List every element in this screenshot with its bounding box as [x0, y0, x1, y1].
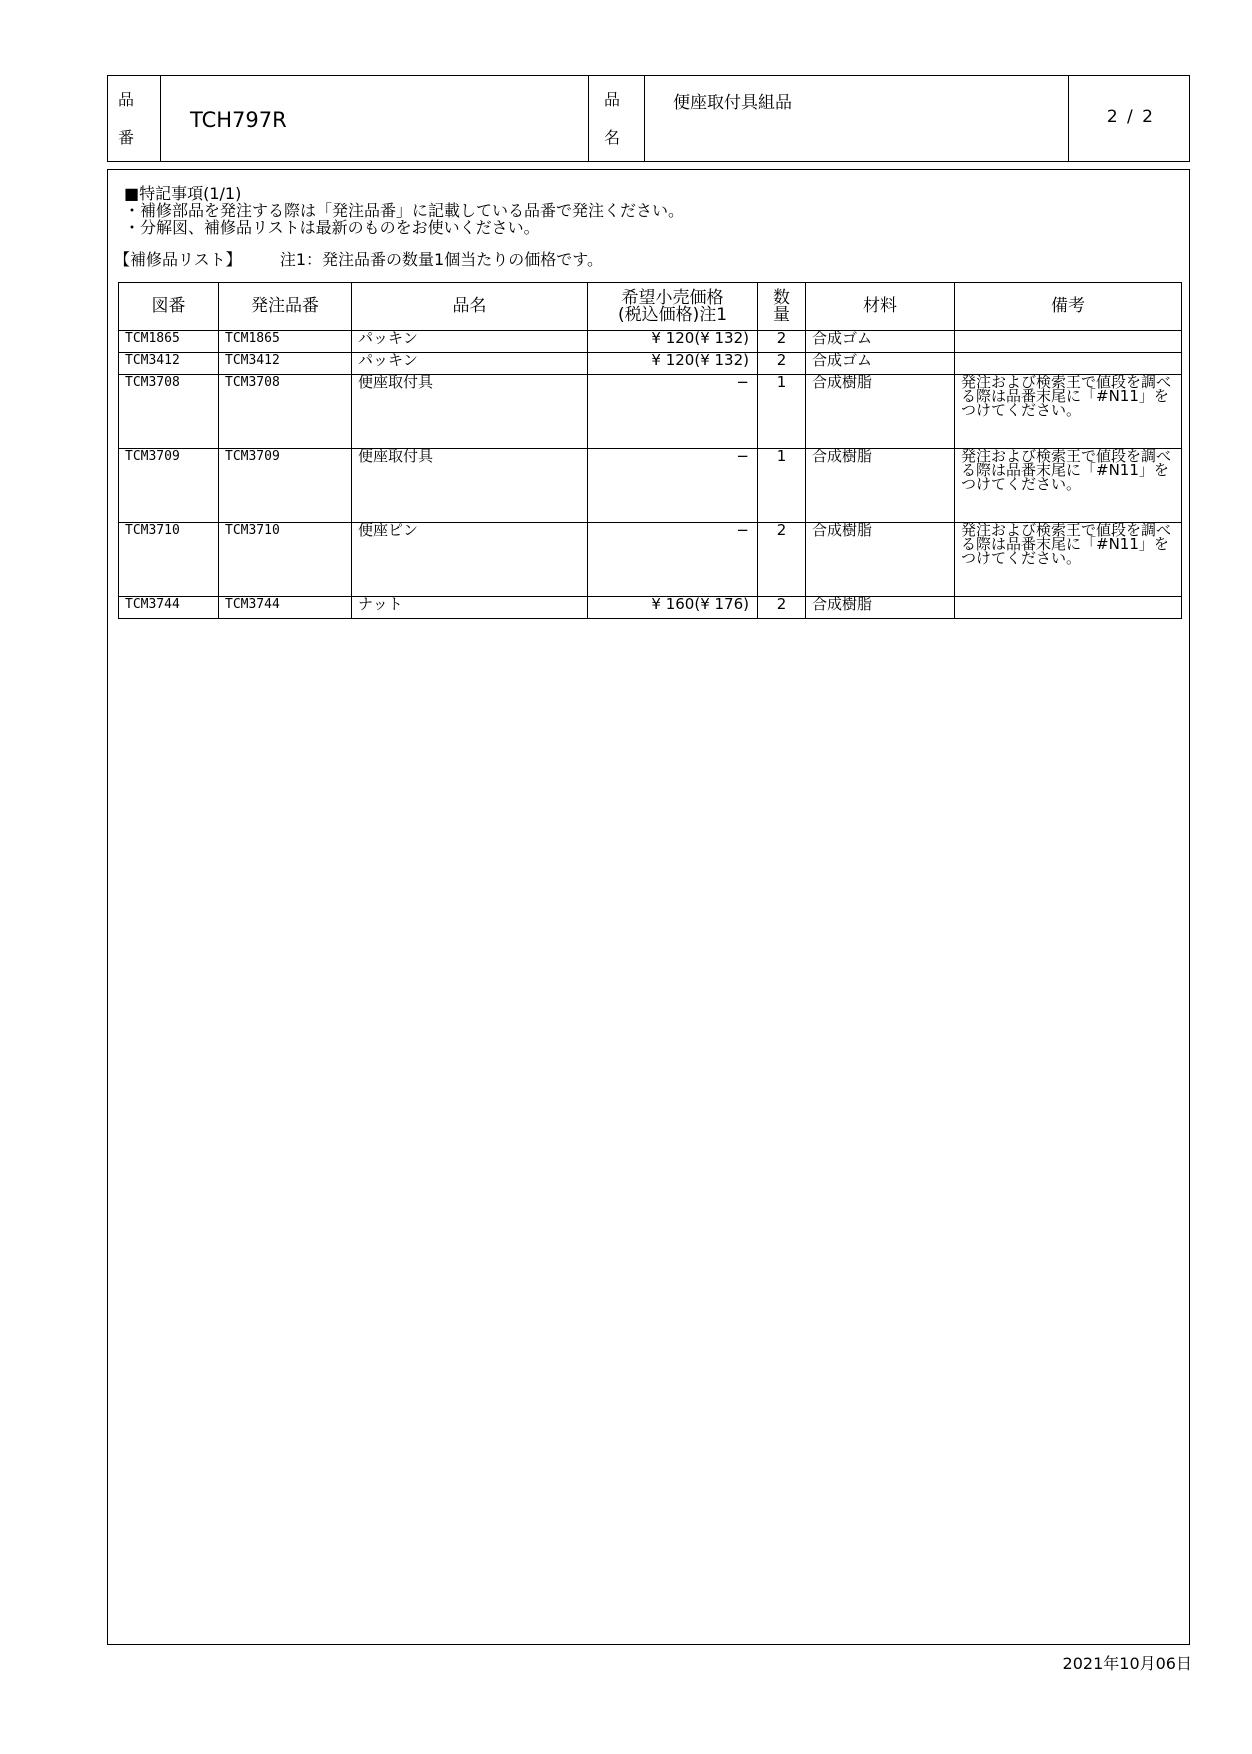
col-qty-line2: 量 — [773, 304, 790, 325]
cell-remarks: 発注および検索王で値段を調べる際は品番末尾に「#N11」をつけてください。 — [955, 375, 1182, 449]
cell-remarks — [955, 597, 1182, 619]
cell-order-no: TCM3744 — [219, 597, 352, 619]
cell-remarks: 発注および検索王で値段を調べる際は品番末尾に「#N11」をつけてください。 — [955, 449, 1182, 523]
col-name: 品名 — [352, 283, 588, 331]
cell-order-no: TCM1865 — [219, 331, 352, 353]
col-order-no: 発注品番 — [219, 283, 352, 331]
cell-qty: 2 — [758, 597, 806, 619]
part-no-label — [118, 81, 138, 157]
part-name-label-text: 品名 — [604, 90, 621, 147]
cell-remarks: 発注および検索王で値段を調べる際は品番末尾に「#N11」をつけてください。 — [955, 523, 1182, 597]
cell-price: − — [588, 449, 758, 523]
notes-line: ・分解図、補修品リストは最新のものをお使いください。 — [124, 218, 540, 237]
header-divider — [644, 76, 645, 161]
cell-name: 便座取付具 — [352, 449, 588, 523]
cell-qty: 2 — [758, 353, 806, 375]
part-name-label — [604, 81, 624, 157]
cell-qty: 2 — [758, 523, 806, 597]
cell-fig-no: TCM3412 — [119, 353, 219, 375]
cell-price: − — [588, 523, 758, 597]
cell-material: 合成ゴム — [806, 331, 955, 353]
cell-qty: 1 — [758, 449, 806, 523]
document-date: 2021年10月06日 — [1062, 1654, 1192, 1673]
cell-material: 合成樹脂 — [806, 597, 955, 619]
cell-order-no: TCM3708 — [219, 375, 352, 449]
cell-fig-no: TCM3710 — [119, 523, 219, 597]
cell-name: パッキン — [352, 331, 588, 353]
cell-qty: 1 — [758, 375, 806, 449]
notes-line: ・補修部品を発注する際は「発注品番」に記載している品番で発注ください。 — [124, 201, 685, 220]
header-divider — [588, 76, 589, 161]
parts-table — [118, 282, 1182, 619]
cell-material: 合成樹脂 — [806, 523, 955, 597]
table-row — [119, 353, 1182, 375]
table-row — [119, 375, 1182, 449]
col-price-line2: (税込価格)注1 — [617, 304, 728, 325]
col-qty-line1: 数 — [773, 287, 790, 308]
page-indicator: 2 / 2 — [1106, 107, 1155, 127]
col-material: 材料 — [806, 283, 955, 331]
notes-title: ■特記事項(1/1) — [124, 184, 242, 203]
cell-material: 合成樹脂 — [806, 449, 955, 523]
table-header-row — [119, 283, 1182, 331]
col-price-line1: 希望小売価格 — [621, 287, 724, 308]
cell-name: ナット — [352, 597, 588, 619]
cell-name: 便座ピン — [352, 523, 588, 597]
table-row — [119, 523, 1182, 597]
parts-list-heading — [114, 247, 603, 270]
special-notes — [124, 185, 684, 236]
header-divider — [160, 76, 161, 161]
cell-order-no: TCM3412 — [219, 353, 352, 375]
cell-name: 便座取付具 — [352, 375, 588, 449]
cell-material: 合成樹脂 — [806, 375, 955, 449]
header-divider — [1068, 76, 1069, 161]
cell-price: − — [588, 375, 758, 449]
cell-fig-no: TCM3744 — [119, 597, 219, 619]
cell-remarks — [955, 353, 1182, 375]
cell-order-no: TCM3709 — [219, 449, 352, 523]
content-box — [107, 169, 1190, 1645]
cell-material: 合成ゴム — [806, 353, 955, 375]
cell-fig-no: TCM3708 — [119, 375, 219, 449]
col-remarks: 備考 — [955, 283, 1182, 331]
cell-price: ¥ 120(¥ 132) — [588, 353, 758, 375]
parts-list-note: 注1：発注品番の数量1個当たりの価格です。 — [279, 250, 603, 269]
part-no-label-text: 品番 — [118, 90, 135, 147]
cell-qty: 2 — [758, 331, 806, 353]
col-qty — [758, 283, 806, 331]
table-row — [119, 331, 1182, 353]
cell-fig-no: TCM1865 — [119, 331, 219, 353]
cell-fig-no: TCM3709 — [119, 449, 219, 523]
col-price — [588, 283, 758, 331]
table-row — [119, 449, 1182, 523]
table-row — [119, 597, 1182, 619]
cell-order-no: TCM3710 — [219, 523, 352, 597]
part-number: TCH797R — [190, 108, 287, 132]
cell-remarks — [955, 331, 1182, 353]
cell-price: ¥ 120(¥ 132) — [588, 331, 758, 353]
cell-name: パッキン — [352, 353, 588, 375]
col-fig-no: 図番 — [119, 283, 219, 331]
parts-list-title: 【補修品リスト】 — [114, 250, 242, 269]
part-name: 便座取付具組品 — [673, 93, 792, 113]
header-box — [107, 75, 1190, 162]
cell-price: ¥ 160(¥ 176) — [588, 597, 758, 619]
